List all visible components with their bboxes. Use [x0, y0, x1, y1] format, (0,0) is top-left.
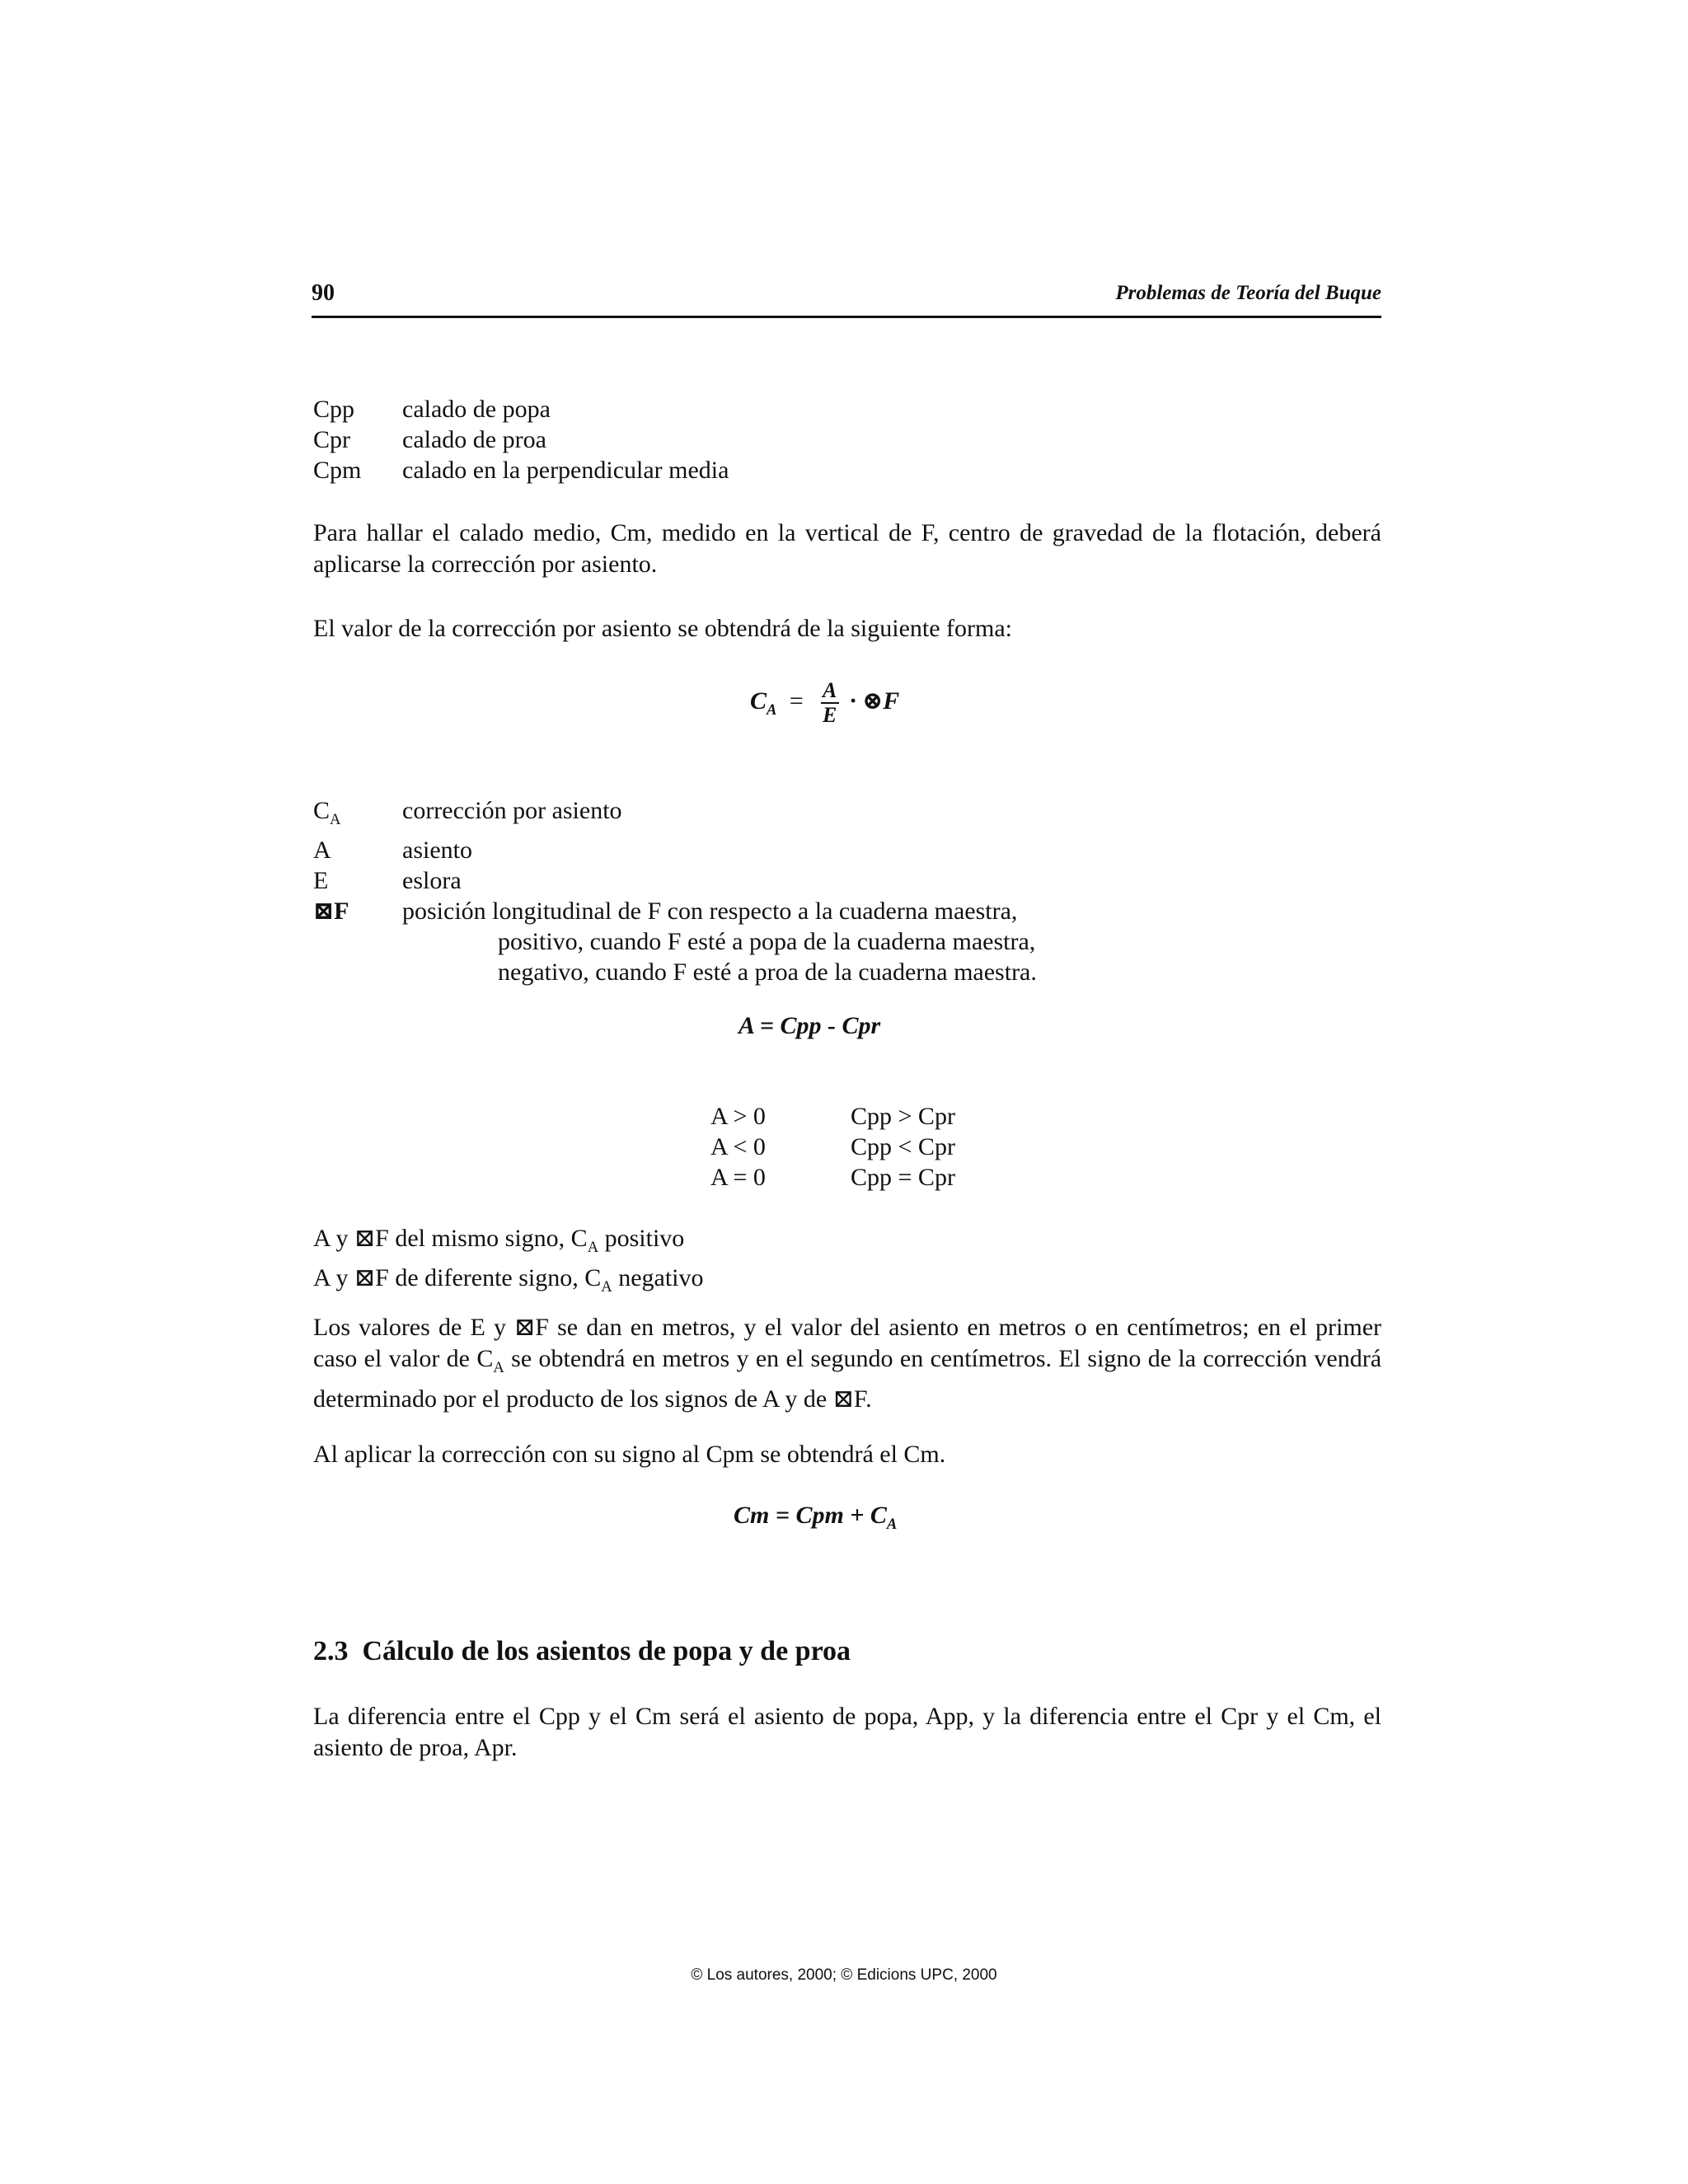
- sign-rules: [313, 1223, 704, 1302]
- condition-right: Cpp < Cpr: [851, 1133, 955, 1160]
- footer-copyright: © Los autores, 2000; © Edicions UPC, 2000: [691, 1966, 997, 1984]
- definition-term: Cpp: [313, 396, 355, 423]
- paragraph-asientos: [313, 1701, 1381, 1764]
- definition-term: [313, 795, 402, 835]
- paragraph-text: [313, 1312, 1381, 1415]
- definition-desc: eslora: [402, 867, 462, 894]
- paragraph-text: La diferencia entre el Cpp y el Cm será el asiento de popa, App, y la diferencia entre el Cpr y el Cm, el asiento de proa, Apr.: [313, 1703, 1381, 1761]
- rule-text: negativo: [612, 1264, 704, 1291]
- sign-rule: [313, 1263, 704, 1302]
- definition-desc: posición longitudinal de F con respecto a la cuaderna maestra,: [402, 898, 1018, 925]
- formula-calado-medio: [734, 1502, 897, 1534]
- paragraph-text-part: se obtendrá en metros y en el segundo en centímetros. El signo de la corrección vendrá determinado por el producto de los signos de A y de ⊠F.: [313, 1345, 1382, 1413]
- condition-row: [710, 1132, 955, 1162]
- definition-row: [313, 835, 1037, 865]
- paragraph-subscript: A: [493, 1359, 504, 1376]
- definition-row: [313, 795, 1037, 835]
- definition-term: A: [313, 837, 331, 864]
- rule-subscript: A: [587, 1239, 599, 1256]
- definition-row: [313, 394, 729, 424]
- section-heading: [313, 1636, 851, 1667]
- paragraph-valor-correccion: [313, 613, 1381, 644]
- formula-rhs: · ⊗F: [850, 687, 900, 715]
- definition-desc: calado en la perpendicular media: [402, 457, 729, 484]
- section-title: Cálculo de los asientos de popa y de proa: [362, 1636, 851, 1666]
- formula-asiento: A = Cpp - Cpr: [738, 1012, 881, 1039]
- formula-correccion-asiento: [750, 679, 899, 727]
- definition-row: [313, 455, 729, 485]
- rule-text: A y ⊠F del mismo signo, C: [313, 1225, 588, 1252]
- paragraph-text: Al aplicar la corrección con su signo al Cpm se obtendrá el Cm.: [313, 1441, 946, 1468]
- formula-lhs-sub: A: [767, 701, 777, 719]
- definition-continuation: positivo, cuando F esté a popa de la cuaderna maestra,: [498, 928, 1036, 955]
- definition-term: Cpm: [313, 457, 362, 484]
- paragraph-text-part: Los valores de E y ⊠F se dan en metros, y el valor del asiento en metros o en centímetros; en el primer caso el valor de C: [313, 1314, 1381, 1372]
- term-symbol: C: [313, 797, 331, 824]
- header-rule: [312, 316, 1381, 318]
- definition-row: [313, 424, 729, 455]
- definition-term: E: [313, 867, 329, 894]
- formula-equals: =: [787, 687, 805, 715]
- condition-right: Cpp > Cpr: [851, 1103, 955, 1130]
- definition-desc: corrección por asiento: [402, 797, 622, 824]
- definition-list-drafts: [313, 394, 729, 485]
- paragraph-calado-medio: [313, 518, 1381, 580]
- formula-text: Cm = Cpm + C: [734, 1502, 887, 1529]
- definition-continuation: negativo, cuando F esté a proa de la cuaderna maestra.: [498, 958, 1037, 986]
- condition-row: [710, 1162, 955, 1193]
- fraction-denominator: E: [823, 703, 837, 727]
- term-subscript: A: [330, 811, 341, 828]
- condition-left: A = 0: [710, 1164, 766, 1191]
- definition-desc: asiento: [402, 837, 472, 864]
- condition-left: A > 0: [710, 1103, 766, 1130]
- rule-text: A y ⊠F de diferente signo, C: [313, 1264, 602, 1291]
- rule-subscript: A: [601, 1278, 612, 1296]
- definition-list-symbols: [313, 795, 1037, 987]
- rule-text: positivo: [598, 1225, 685, 1252]
- paragraph-text: Para hallar el calado medio, Cm, medido en la vertical de F, centro de gravedad de la flotación, deberá aplicarse la corrección por asiento.: [313, 519, 1381, 578]
- definition-desc: calado de popa: [402, 396, 551, 423]
- fraction-numerator: A: [823, 678, 837, 702]
- paragraph-text: El valor de la corrección por asiento se obtendrá de la siguiente forma:: [313, 615, 1012, 642]
- condition-left: A < 0: [710, 1133, 766, 1160]
- formula-subscript: A: [886, 1516, 898, 1533]
- section-number: 2.3: [313, 1636, 349, 1666]
- definition-row: [313, 896, 1037, 926]
- definition-term: Cpr: [313, 426, 350, 453]
- definition-desc: calado de proa: [402, 426, 546, 453]
- page-number: 90: [312, 280, 335, 306]
- condition-right: Cpp = Cpr: [851, 1164, 955, 1191]
- condition-row: [710, 1101, 955, 1132]
- definition-term: ⊠F: [313, 898, 349, 925]
- paragraph-aplicar-correccion: [313, 1439, 1381, 1470]
- conditions-table: [710, 1101, 955, 1193]
- paragraph-unidades: [313, 1312, 1381, 1415]
- formula-lhs: C: [750, 687, 767, 715]
- running-title: Problemas de Teoría del Buque: [1115, 282, 1381, 304]
- definition-row: [313, 865, 1037, 896]
- formula-fraction: [821, 679, 839, 727]
- sign-rule: [313, 1223, 704, 1263]
